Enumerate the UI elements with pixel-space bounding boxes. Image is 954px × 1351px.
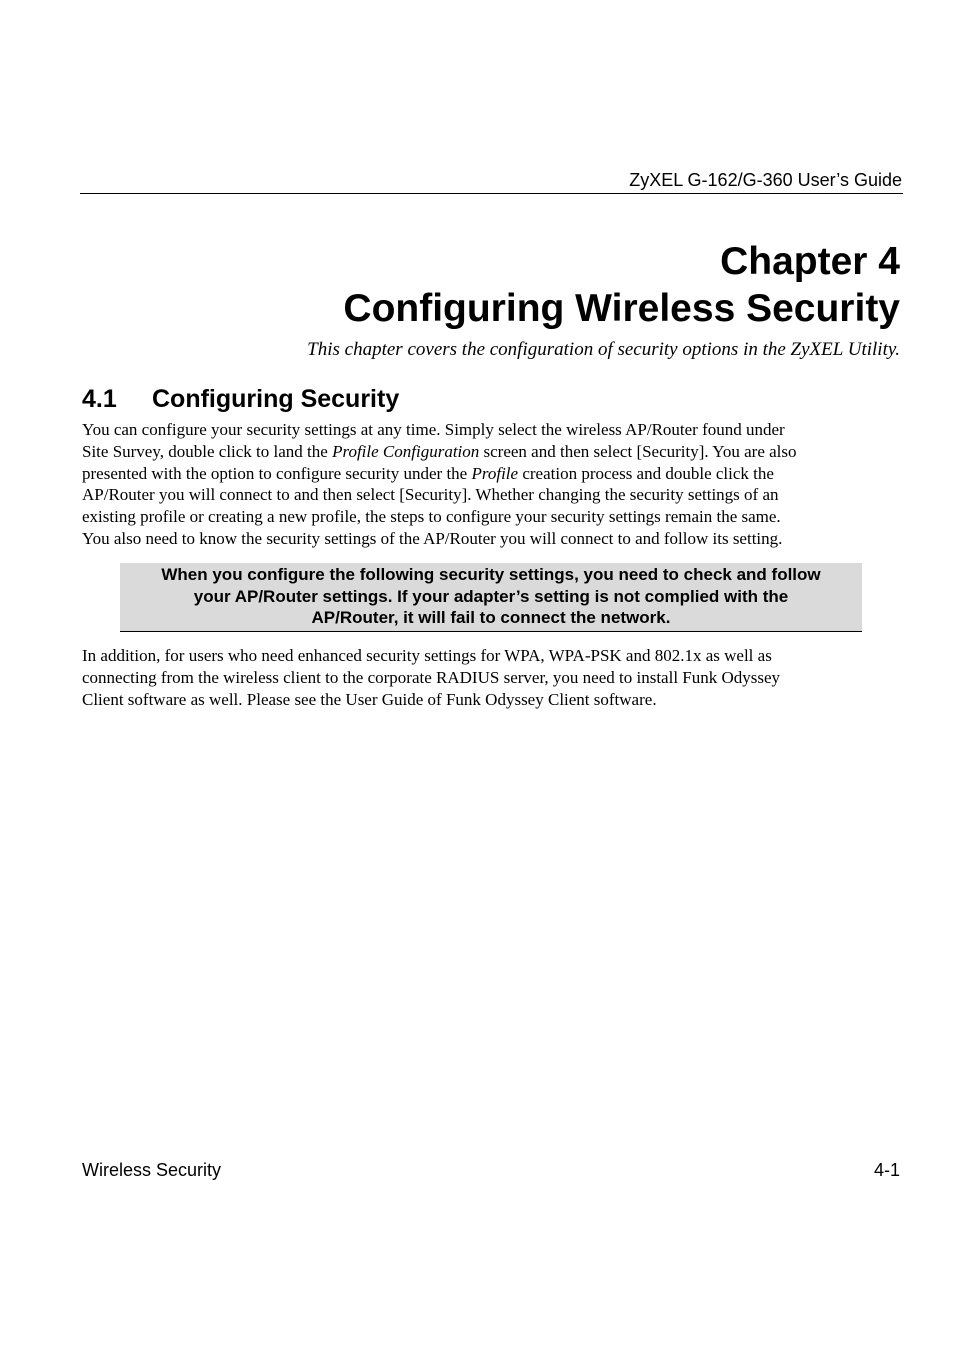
note-line: AP/Router, it will fail to connect the network. bbox=[311, 608, 671, 627]
note-line: When you configure the following security settings, you need to check and follow bbox=[161, 565, 821, 584]
text-run: creation process and double click the bbox=[518, 463, 774, 483]
chapter-title bbox=[80, 238, 900, 332]
text-run: screen and then select [Security]. You are also bbox=[479, 441, 797, 461]
paragraph-line bbox=[82, 463, 894, 485]
intro-paragraph bbox=[82, 419, 894, 550]
paragraph-line: AP/Router you will connect to and then select [Security]. Whether changing the security settings of an bbox=[82, 485, 779, 505]
profile-configuration-term: Profile Configuration bbox=[332, 441, 480, 461]
header-rule bbox=[80, 193, 903, 194]
paragraph-line: connecting from the wireless client to the corporate RADIUS server, you need to install Funk Odyssey bbox=[82, 667, 781, 687]
running-header: ZyXEL G-162/G-360 User’s Guide bbox=[629, 170, 902, 190]
paragraph-line: You can configure your security settings at any time. Simply select the wireless AP/Router found under bbox=[82, 420, 785, 439]
note-line: your AP/Router settings. If your adapter’s setting is not complied with the bbox=[193, 586, 789, 606]
text-run: Site Survey, double click to land the bbox=[82, 441, 333, 461]
chapter-number: Chapter 4 bbox=[720, 240, 900, 283]
paragraph-line: Client software as well. Please see the User Guide of Funk Odyssey Client software. bbox=[82, 689, 657, 709]
note-box bbox=[120, 563, 862, 632]
chapter-name: Configuring Wireless Security bbox=[343, 287, 900, 330]
section-number: 4.1 bbox=[82, 385, 117, 413]
paragraph-line: You also need to know the security settings of the AP/Router you will connect to and follow its setting. bbox=[82, 528, 783, 548]
profile-term: Profile bbox=[471, 463, 519, 483]
paragraph-line: In addition, for users who need enhanced security settings for WPA, WPA-PSK and 802.1x as well as bbox=[82, 646, 772, 665]
footer-section-name: Wireless Security bbox=[82, 1160, 222, 1180]
addition-paragraph bbox=[82, 645, 894, 710]
section-title: Configuring Security bbox=[152, 385, 400, 413]
footer-page-number: 4-1 bbox=[873, 1160, 900, 1180]
text-run: presented with the option to configure security under the bbox=[82, 463, 472, 483]
chapter-intro: This chapter covers the configuration of security options in the ZyXEL Utility. bbox=[307, 339, 900, 360]
section-heading bbox=[82, 384, 399, 414]
paragraph-line bbox=[82, 441, 894, 463]
paragraph-line: existing profile or creating a new profile, the steps to configure your security settings remain the same. bbox=[82, 507, 781, 527]
